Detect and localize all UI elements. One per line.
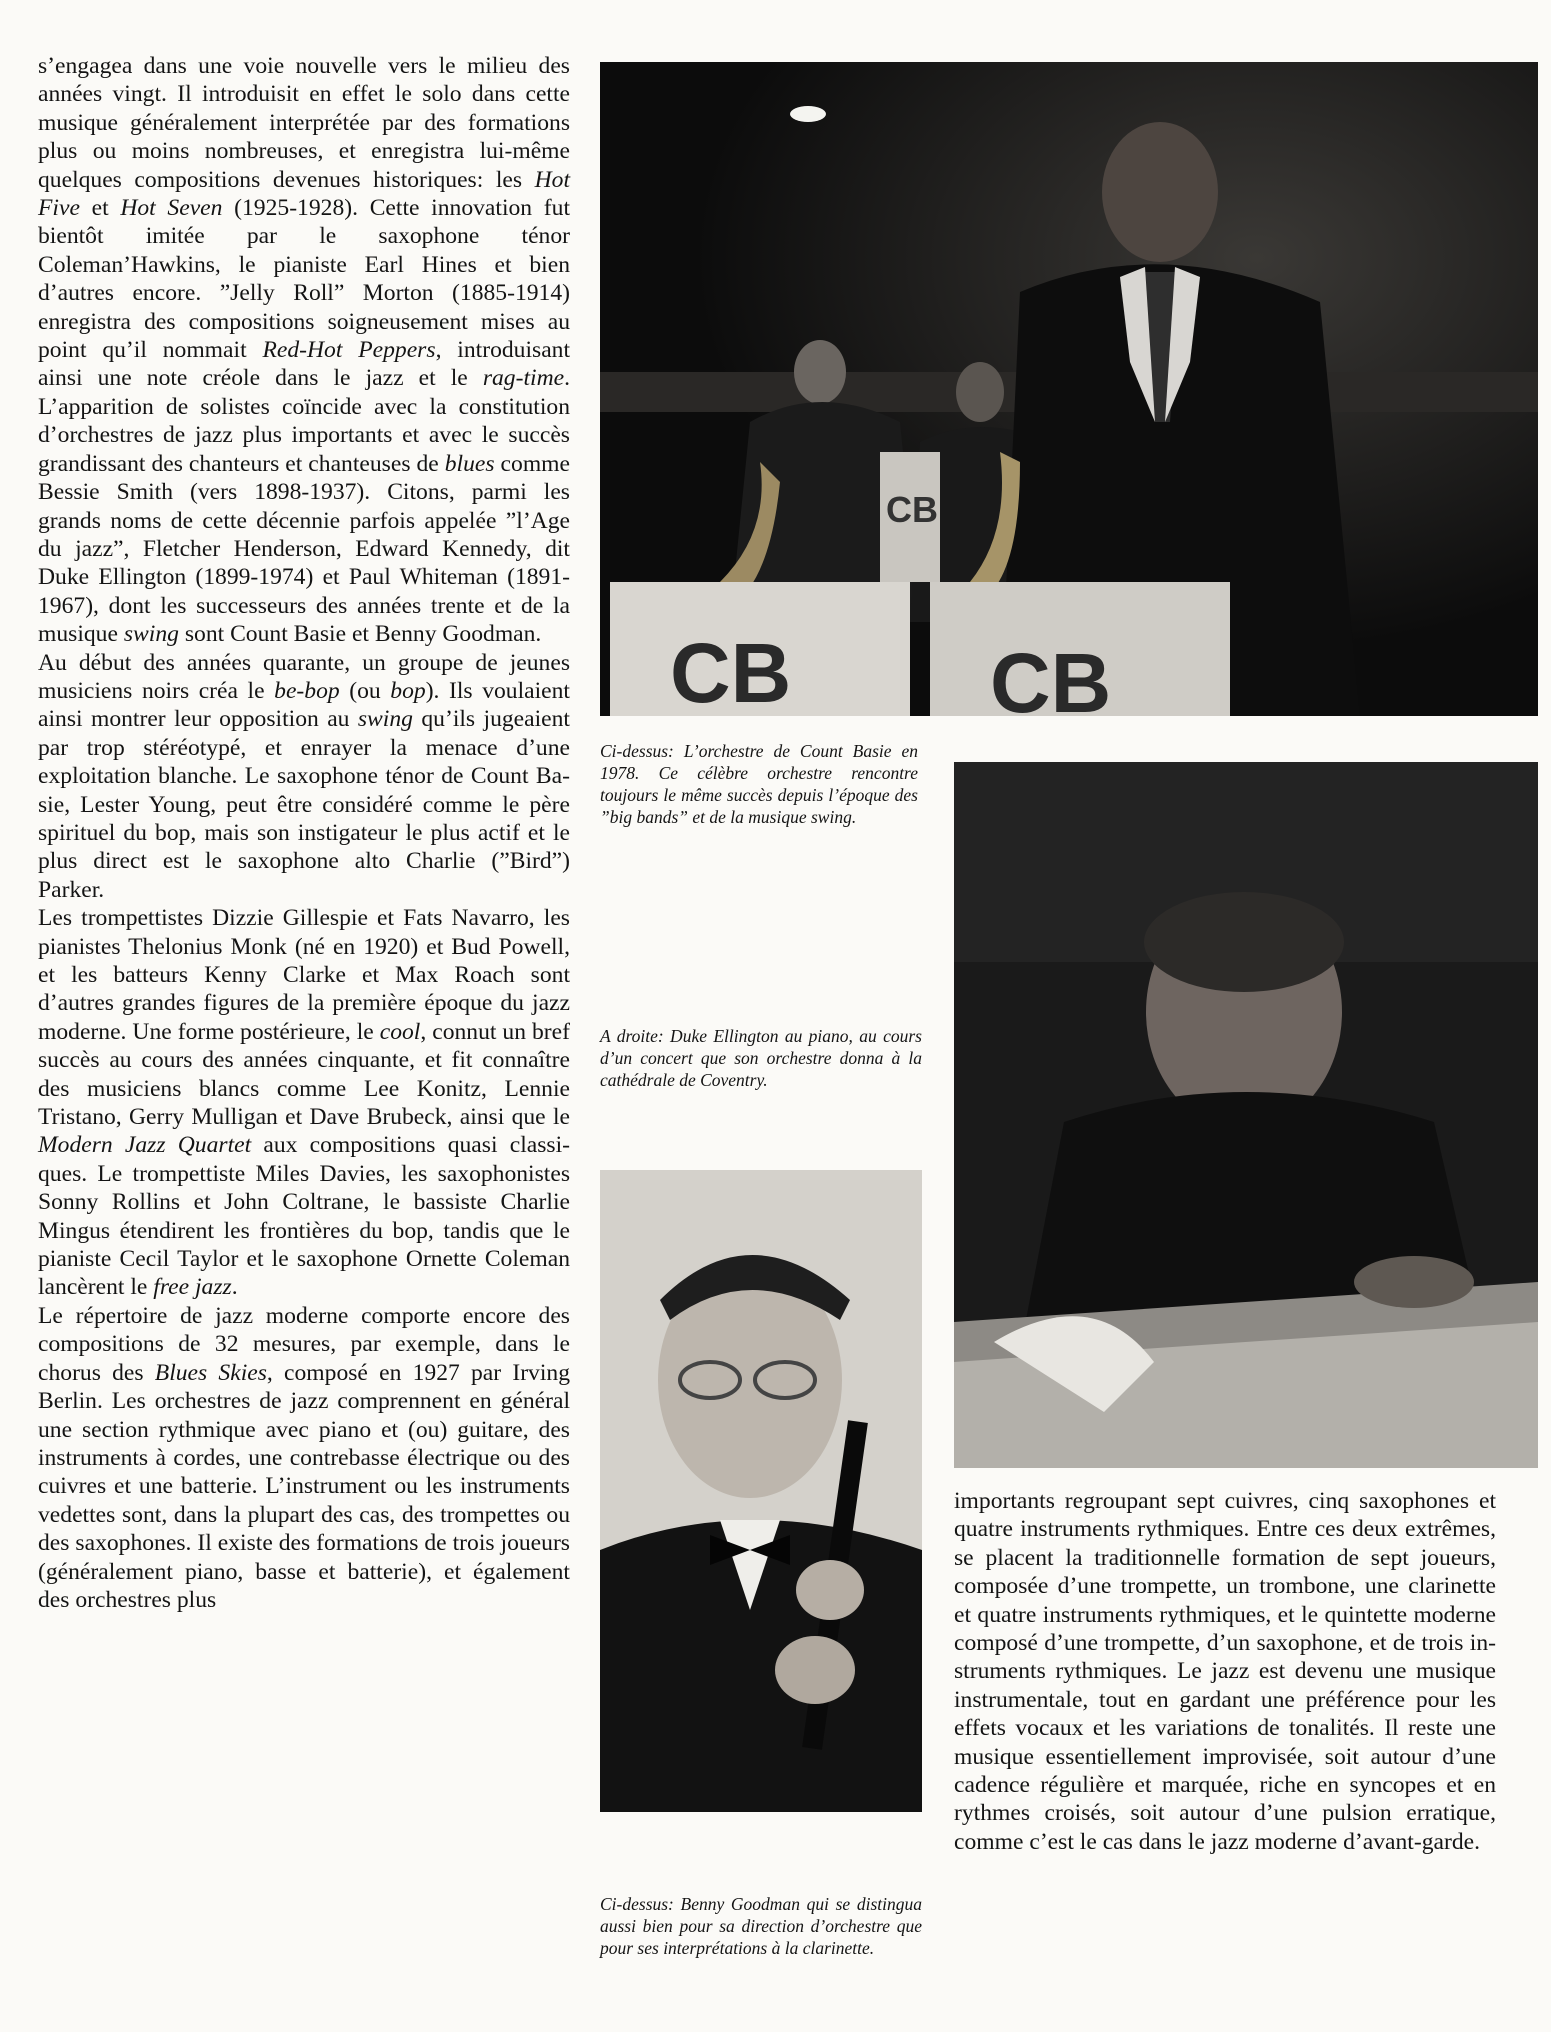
text-run: , introduisant ainsi une note créole dans le jazz et le	[38, 337, 571, 392]
text-run: Les trompettistes Dizzie Gillespie et Fats Navarro, les pianistes Thelonius Monk (né en 1920) et Bud Powell, et les batteurs Kenny Clarke et Max Roach sont d’autres grandes figures de la première époque du jazz moderne. Une forme postérieure, le	[38, 905, 570, 1045]
stand-letters-right: CB	[990, 636, 1112, 716]
italic-term: Hot Five	[38, 166, 570, 222]
right-text-column	[954, 1487, 1496, 1856]
text-run: sont Count Basie et Benny Goodman.	[178, 621, 542, 648]
left-text-column	[38, 52, 570, 1614]
text-run: , connut un bref succès au cours des années cinquante, et fit connaître des musiciens blancs comme Lee Konitz, Lennie Tristano, Gerry Mulligan et Dave Brubeck, ainsi que le	[38, 1018, 570, 1131]
left-paragraph	[38, 1302, 570, 1614]
text-run: (1925-1928). Cette innovation fut bientôt imitée par le saxophone ténor Coleman’Hawkins, le pianiste Earl Hines et bien d’autres encore. ”Jelly Roll” Morton (1885-1914) enregistra des compositions soigneusement mises au point qu’il nommait	[38, 195, 570, 364]
text-run: Le répertoire de jazz moderne comporte encore des compositions de 32 mesures, par exemple, dans le chorus des	[38, 1302, 570, 1386]
italic-term: Red-Hot Peppers	[262, 337, 436, 364]
photo-benny-goodman	[600, 1170, 922, 1812]
text-run: (ou	[339, 677, 391, 704]
text-run: aux compositions quasi classiques. Le trompettiste Miles Davies, les saxophonistes Sonny Rollins et John Coltrane, le bassiste Charlie Mingus étendirent les frontières du bop, tandis que le pianiste Cecil Taylor et le saxophone Ornette Coleman lancèrent le	[38, 1132, 570, 1301]
left-paragraph	[38, 649, 570, 905]
italic-term: Hot Seven	[120, 195, 223, 222]
italic-term: free jazz	[153, 1274, 232, 1301]
italic-term: swing	[123, 621, 179, 648]
photo-count-basie-orchestra	[600, 62, 1538, 716]
text-run: s’engagea dans une voie nouvelle vers le milieu des années vingt. Il introduisit en effet le solo dans cette musique généralement interprétée par des formations plus ou moins nombreuses, et enregistra lui-même quelques compositions devenues historiques: les	[38, 53, 570, 193]
text-run: . L’apparition de solistes coïncide avec la constitution d’orchestres de jazz plus importants et avec le succès grandissant des chanteurs et chanteuses de	[38, 365, 570, 477]
text-run: , composé en 1927 par Irving Berlin. Les orchestres de jazz comprennent en général une section rythmique avec piano et (ou) guitare, des instruments à cordes, une contrebasse électrique ou des cuivres et une batterie. L’instrument ou les instruments vedettes sont, dans la plupart des cas, des trompettes ou des saxophones. Il existe des formations de trois joueurs (généralement piano, basse et batterie), et également des orchestres plus	[38, 1359, 571, 1613]
photo-duke-ellington	[954, 762, 1538, 1468]
caption-count-basie: Ci-dessus: L’orchestre de Count Basie en 1978. Ce célèbre orchestre rencontre toujours le même succès depuis l’époque des ”big bands” et de la musique swing.	[600, 741, 918, 827]
caption-duke-ellington: A droite: Duke Ellington au piano, au cours d’un concert que son orchestre donna à la cathédrale de Coventry.	[600, 1026, 922, 1090]
text-run: qu’ils jugeaient par trop stéréotypé, et enrayer la menace d’une exploitation blanche. Le saxophone ténor de Count Basie, Lester Young, peut être considéré comme le père spirituel du bop, mais son instigateur le plus actif et le plus direct est le saxophone alto Charlie (”Bird”) Parker.	[38, 706, 570, 903]
italic-term: cool	[379, 1018, 421, 1045]
italic-term: swing	[357, 706, 413, 733]
text-run: et	[79, 195, 121, 222]
stand-letters-small: CB	[886, 489, 938, 530]
goodman-photo-drawing	[600, 1170, 922, 1812]
italic-term: be-bop	[274, 677, 340, 704]
text-run: Au début des années quarante, un groupe de jeunes musiciens noirs créa le	[38, 649, 570, 704]
basie-photo-drawing	[600, 62, 1538, 716]
italic-term: rag-time	[482, 365, 565, 392]
italic-term: Blues Skies	[154, 1359, 267, 1386]
text-run: .	[231, 1274, 238, 1301]
ellington-photo-drawing	[954, 762, 1538, 1468]
text-run: ). Ils voulaient ainsi montrer leur opposition au	[38, 677, 570, 733]
left-paragraph	[38, 904, 570, 1302]
italic-term: Modern Jazz Quartet	[38, 1132, 252, 1159]
italic-term: blues	[444, 450, 495, 477]
stand-letters-left: CB	[670, 626, 792, 716]
caption-benny-goodman: Ci-dessus: Benny Goodman qui se distingua aussi bien pour sa direction d’orchestre que pour ses interprétations à la clarinette.	[600, 1894, 922, 1958]
text-run: comme Bessie Smith (vers 1898-1937). Citons, parmi les grands noms de cette décennie parfois appelée ”l’Age du jazz”, Fletcher Henderson, Edward Kennedy, dit Duke Ellington (1899-1974) et Paul Whiteman (1891-1967), dont les successeurs des années trente et de la musique	[38, 450, 570, 648]
left-paragraph	[38, 52, 570, 649]
right-paragraph: importants regroupant sept cuivres, cinq saxophones et quatre instruments rythmiques. Entre ces deux extrêmes, se placent la traditionnelle formation de sept joueurs, composée d’une trompette, un trombone, une clarinette et quatre instruments rythmiques, et le quintette moderne composé d’une trompette, d’un saxophone, et de trois instruments rythmiques. Le jazz est devenu une musique instrumentale, tout en gardant une préférence pour les effets vocaux et les variations de tonalités. Il reste une musique essentiellement improvisée, soit autour d’une cadence régulière et marquée, riche en syncopes et en rythmes croisés, soit autour d’une pulsion erratique, comme c’est le cas dans le jazz moderne d’avant-garde.	[954, 1488, 1496, 1855]
italic-term: bop	[390, 677, 426, 704]
